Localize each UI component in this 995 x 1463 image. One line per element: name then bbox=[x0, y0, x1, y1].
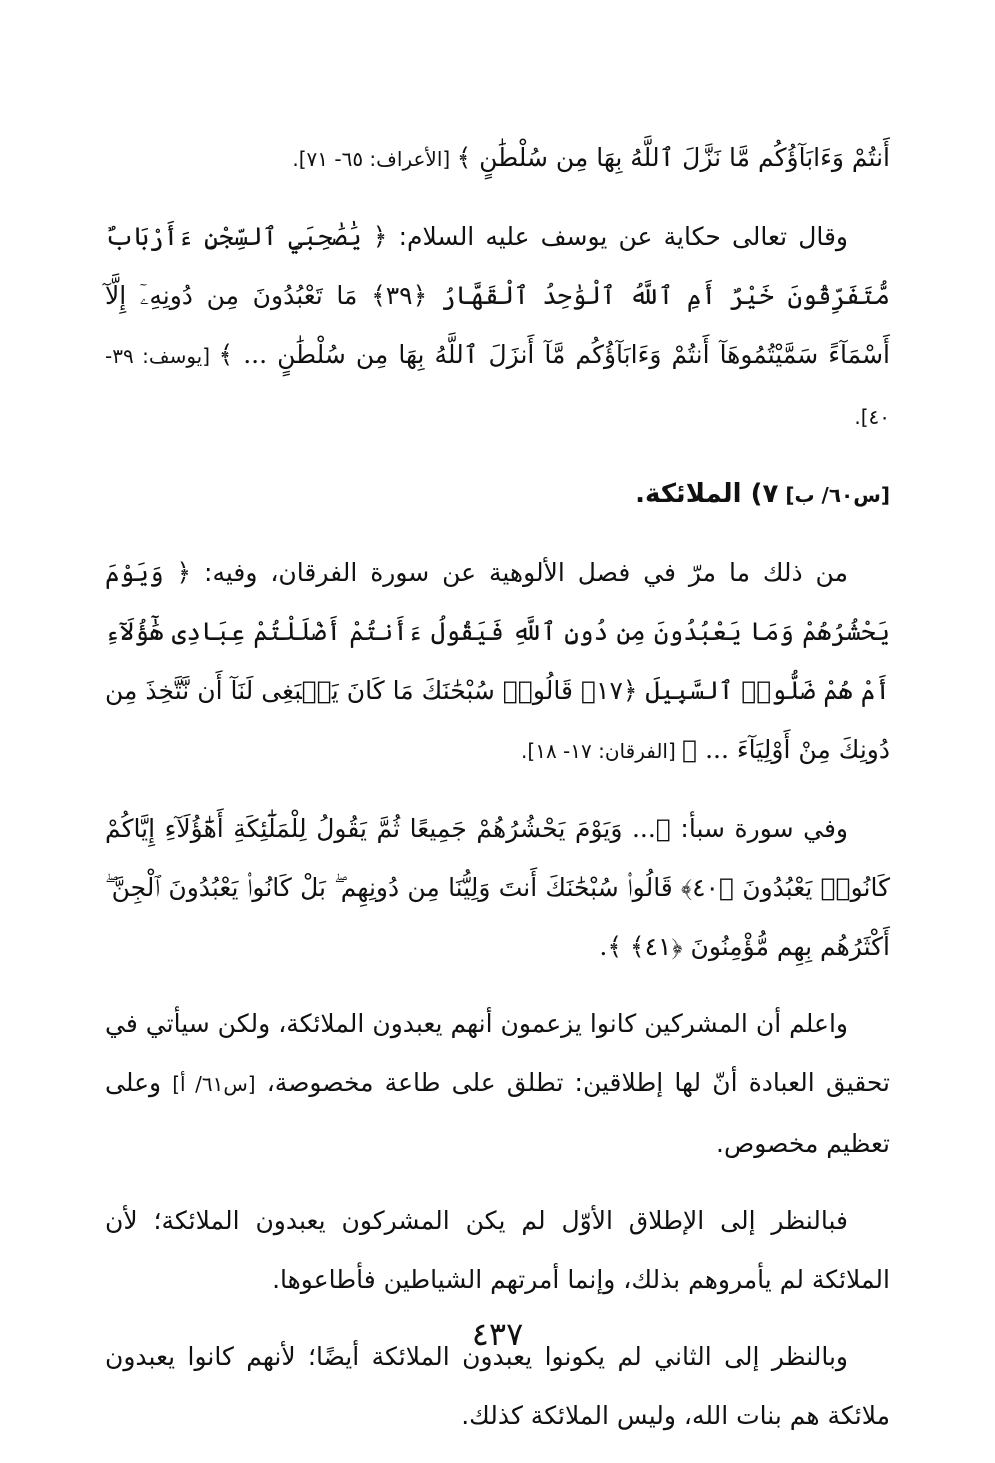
citation: [س٦٠/ ب] bbox=[778, 483, 890, 507]
quran-verse: ﴿ يَٰصَٰحِبَيِ ٱلسِّجْنِ ءَأَرْبَابٌ مُّتَفَرِّقُونَ خَيْرٌ أَمِ ٱللَّهُ ٱلْوَٰحِدُ ٱلْقَهَّارُ ﴿٣٩﴾ مَا تَعْبُدُونَ مِن دُونِهِۦٓ إِلَّآ أَسْمَآءً سَمَّيْتُمُوهَآ أَنتُمْ وَءَابَآؤُكُم مَّآ أَنزَلَ ٱللَّهُ بِهَا مِن سُلْطَٰنٍ ... ﴾ bbox=[105, 222, 890, 369]
text-run: فبالنظر إلى الإطلاق الأوّل لم يكن المشركون يعبدون الملائكة؛ لأن الملائكة لم يأمروهم بذلك، وإنما أمرتهم الشياطين فأطاعوها. bbox=[105, 1206, 890, 1294]
text-run: وبالنظر إلى الثاني لم يكونوا يعبدون الملائكة أيضًا؛ لأنهم كانوا يعبدون ملائكة هم بنات الله، وليس الملائكة كذلك. bbox=[105, 1342, 890, 1430]
citation: [س٦١/ أ] bbox=[172, 1072, 256, 1096]
text-run: وقال تعالى حكاية عن يوسف عليه السلام: bbox=[387, 222, 848, 251]
quran-verse: أَنتُمْ وَءَابَآؤُكُم مَّا نَزَّلَ ٱللَّهُ بِهَا مِن سُلْطَٰنٍ ﴾ bbox=[456, 143, 890, 172]
page-number: ٤٣٧ bbox=[471, 1315, 524, 1353]
text-run: واعلم أن المشركين كانوا يزعمون أنهم يعبدون الملائكة، ولكن سيأتي في تحقيق العبادة أنّ لها إطلاقين: تطلق على طاعة مخصوصة، bbox=[105, 1009, 890, 1097]
paragraph bbox=[105, 799, 890, 976]
paragraph bbox=[105, 128, 890, 189]
quran-verse: ﴿ وَيَوْمَ يَحْشُرُهُمْ وَمَا يَعْبُدُونَ مِن دُونِ ٱللَّهِ فَيَقُولُ ءَأَنتُمْ أَضْلَلْتُمْ عِبَادِى هَٰٓؤُلَآءِ أَمْ هُمْ ضَلُّوا۟ ٱلسَّبِيلَ ﴿١٧﴾ قَالُوا۟ سُبْحَٰنَكَ مَا كَانَ يَنۢبَغِى لَنَآ أَن نَّتَّخِذَ مِن دُونِكَ مِنْ أَوْلِيَآءَ ... ﴾ bbox=[105, 558, 890, 764]
paragraph bbox=[105, 543, 890, 781]
section-heading bbox=[105, 465, 890, 525]
citation: [يوسف: ٣٩- ٤٠]. bbox=[105, 344, 890, 429]
citation: [الأعراف: ٦٥- ٧١]. bbox=[292, 147, 457, 171]
text-run: وعلى تعظيم مخصوص. bbox=[105, 1068, 890, 1158]
citation: [الفرقان: ١٧- ١٨]. bbox=[521, 739, 683, 763]
quran-verse: ﴿... وَيَوْمَ يَحْشُرُهُمْ جَمِيعًا ثُمَّ يَقُولُ لِلْمَلَٰٓئِكَةِ أَهَٰٓؤُلَآءِ إِيَّاكُمْ كَانُوا۟ يَعْبُدُونَ ﴿٤٠﴾ قَالُوا۟ سُبْحَٰنَكَ أَنتَ وَلِيُّنَا مِن دُونِهِم ۖ بَلْ كَانُوا۟ يَعْبُدُونَ ٱلْجِنَّ ۖ أَكْثَرُهُم بِهِم مُّؤْمِنُونَ ﴿٤١﴾ ﴾. bbox=[105, 814, 890, 961]
paragraph bbox=[105, 1191, 890, 1309]
text-run: ٧) الملائكة. bbox=[635, 479, 779, 509]
paragraph bbox=[105, 994, 890, 1173]
page-body bbox=[105, 128, 890, 1463]
paragraph bbox=[105, 207, 890, 447]
text-run: وفي سورة سبأ: bbox=[670, 814, 848, 843]
text-run: من ذلك ما مرّ في فصل الألوهية عن سورة الفرقان، وفيه: bbox=[191, 558, 848, 587]
